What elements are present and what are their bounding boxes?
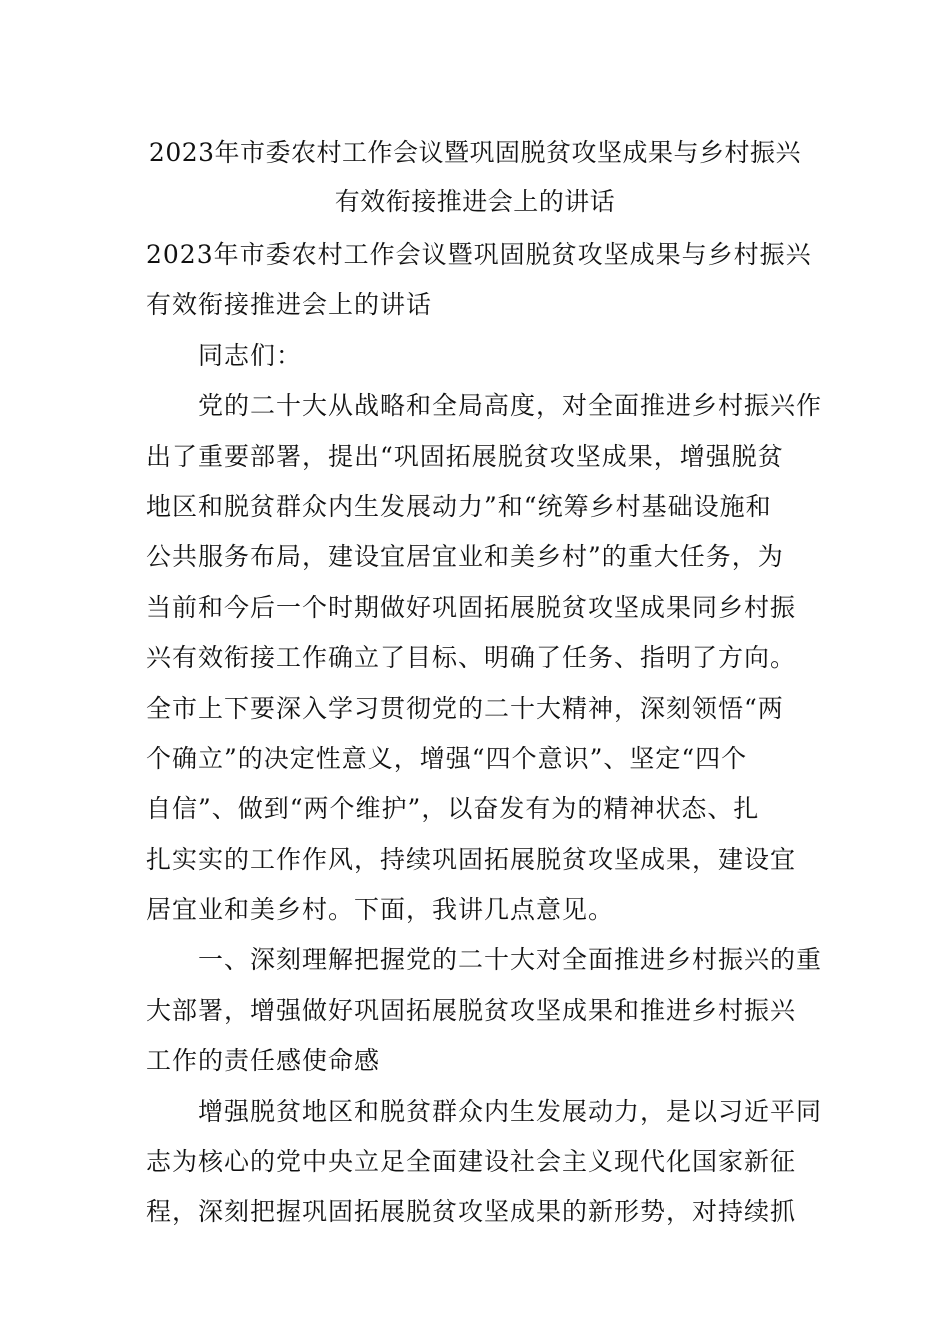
salutation: 同志们： — [146, 340, 303, 370]
paragraph-line: 程，深刻把握巩固拓展脱贫攻坚成果的新形势，对持续抓 — [146, 1197, 797, 1227]
paragraph-line: 个确立”的决定性意义，增强“四个意识”、坚定“四个 — [146, 743, 748, 773]
section-heading-line: 工作的责任感使命感 — [146, 1046, 381, 1076]
title-line: 有效衔接推进会上的讲话 — [334, 187, 616, 216]
document-body — [146, 230, 823, 1238]
paragraph-line: 当前和今后一个时期做好巩固拓展脱贫攻坚成果同乡村振 — [146, 592, 797, 622]
paragraph-line: 自信”、做到“两个维护”，以奋发有为的精神状态、扎 — [146, 794, 760, 824]
section-heading-line: 一、深刻理解把握党的二十大对全面推进乡村振兴的重 — [146, 945, 823, 975]
paragraph-line: 扎实实的工作作风，持续巩固拓展脱贫攻坚成果，建设宜 — [146, 844, 797, 874]
paragraph-line: 增强脱贫地区和脱贫群众内生发展动力，是以习近平同 — [146, 1096, 823, 1126]
paragraph-line: 全市上下要深入学习贯彻党的二十大精神，深刻领悟“两 — [146, 693, 784, 723]
paragraph-line: 地区和脱贫群众内生发展动力”和“统筹乡村基础设施和 — [146, 491, 772, 521]
section-heading-line: 大部署，增强做好巩固拓展脱贫攻坚成果和推进乡村振兴 — [146, 995, 797, 1025]
paragraph-line: 党的二十大从战略和全局高度，对全面推进乡村振兴作 — [146, 391, 823, 421]
document-title — [140, 128, 810, 226]
paragraph-line: 兴有效衔接工作确立了目标、明确了任务、指明了方向。 — [146, 643, 797, 673]
subtitle-line: 2023年市委农村工作会议暨巩固脱贫攻坚成果与乡村振兴 — [146, 240, 812, 269]
paragraph-line: 公共服务布局，建设宜居宜业和美乡村”的重大任务，为 — [146, 542, 784, 572]
paragraph-line: 居宜业和美乡村。下面，我讲几点意见。 — [146, 895, 615, 925]
paragraph-line: 志为核心的党中央立足全面建设社会主义现代化国家新征 — [146, 1147, 797, 1177]
paragraph-line: 出了重要部署，提出“巩固拓展脱贫攻坚成果，增强脱贫 — [146, 441, 784, 471]
subtitle-line: 有效衔接推进会上的讲话 — [146, 290, 433, 320]
title-line: 2023年市委农村工作会议暨巩固脱贫攻坚成果与乡村振兴 — [148, 138, 802, 167]
